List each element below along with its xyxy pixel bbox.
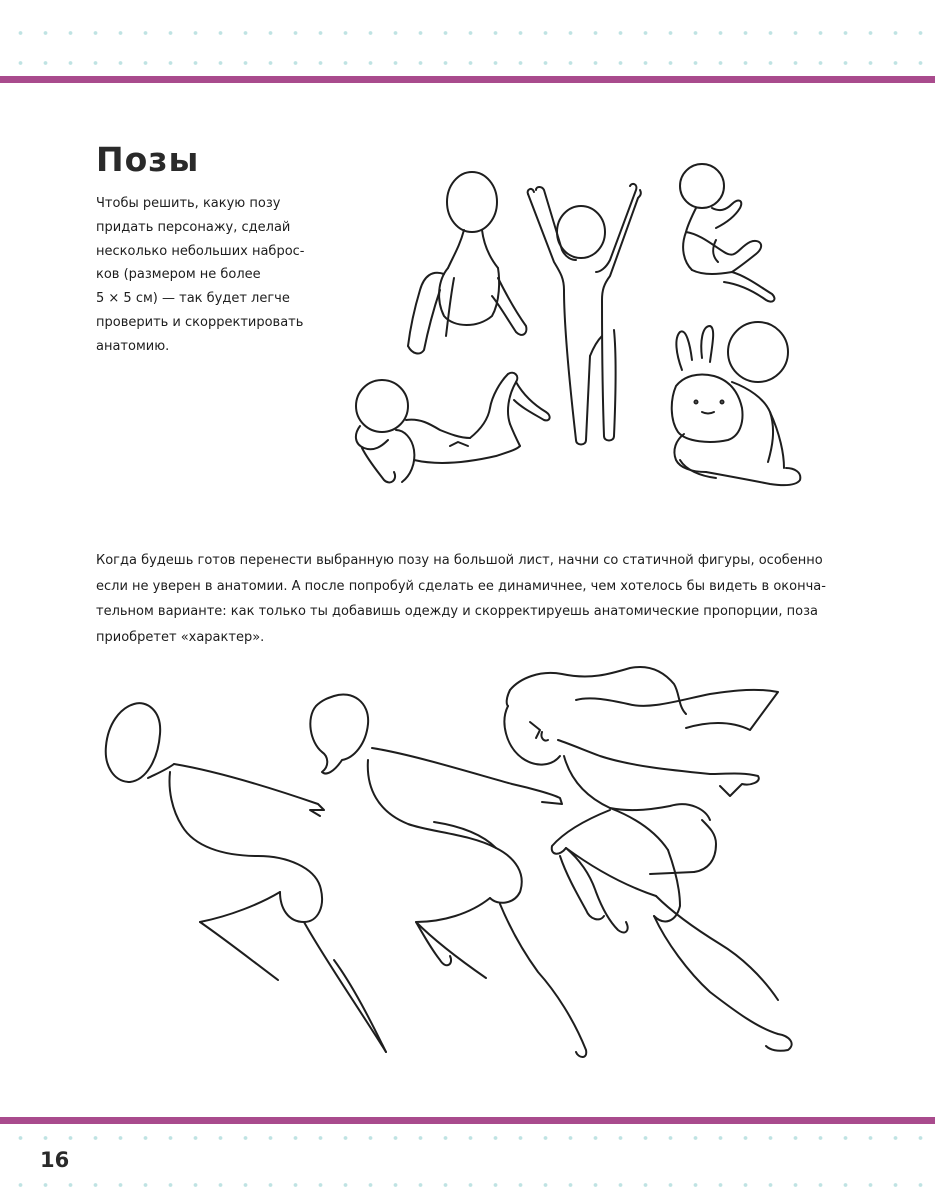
- top-dot-border: [0, 26, 935, 40]
- lying-figure: [356, 373, 550, 483]
- running-girl-final: [504, 667, 791, 1051]
- intro-line: ков (размером не более: [96, 267, 261, 283]
- body-line: если не уверен в анатомии. А после попробуй сделать ее динамичнее, чем хотелось бы видеть в оконча-: [96, 578, 826, 594]
- intro-line: 5 × 5 см) — так будет легче: [96, 291, 290, 307]
- intro-line: анатомию.: [96, 338, 170, 354]
- page-number: 16: [40, 1148, 70, 1172]
- hugging-bunny-figure: [672, 322, 801, 485]
- crouching-figure: [680, 164, 774, 302]
- running-progression: [90, 660, 810, 1070]
- running-refined-figure: [310, 694, 586, 1057]
- intro-line: проверить и скорректировать: [96, 314, 304, 330]
- bottom-dot-border-2: [0, 1178, 935, 1192]
- intro-line: Чтобы решить, какую позу: [96, 196, 281, 211]
- body-line: приобретет «характер».: [96, 629, 265, 645]
- intro-line: несколько небольших наброс-: [96, 243, 305, 259]
- sitting-back-figure: [408, 172, 526, 353]
- bottom-dot-border: [0, 1131, 935, 1145]
- intro-line: придать персонажу, сделай: [96, 219, 291, 235]
- pose-sketches: [340, 150, 810, 500]
- bottom-accent-rule: [0, 1117, 935, 1124]
- body-line: тельном варианте: как только ты добавишь одежду и скорректируешь анатомические пропорции, поза: [96, 604, 818, 619]
- body-paragraph: [96, 548, 856, 650]
- body-line: Когда будешь готов перенести выбранную позу на большой лист, начни со статичной фигуры, особенно: [96, 553, 823, 568]
- top-dot-border-2: [0, 56, 935, 70]
- arms-up-figure: [528, 184, 641, 445]
- running-base-figure: [106, 703, 386, 1052]
- section-title: Позы: [96, 140, 200, 179]
- top-accent-rule: [0, 76, 935, 83]
- intro-text: [96, 192, 326, 359]
